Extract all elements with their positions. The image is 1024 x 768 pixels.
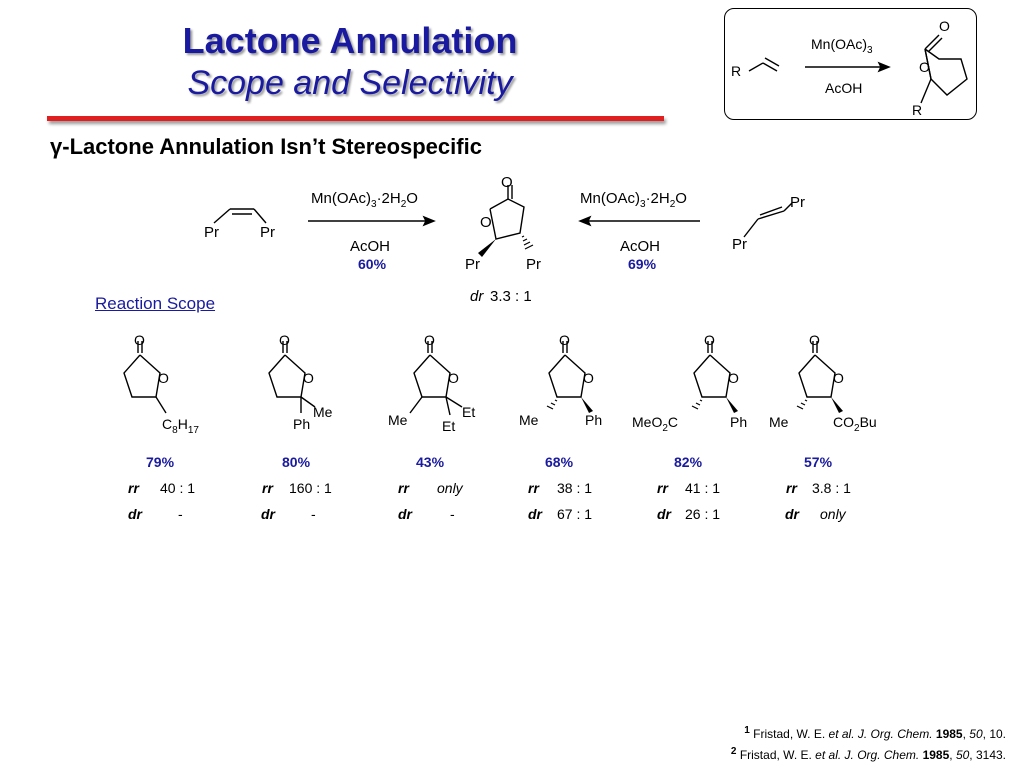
svg-text:O: O: [134, 332, 145, 348]
scheme-r-right: R: [912, 102, 923, 118]
svg-text:Me: Me: [519, 412, 539, 428]
rr-value: 41 : 1: [685, 480, 721, 496]
reaction-scope-link[interactable]: Reaction Scope: [95, 294, 216, 313]
rr-value: 38 : 1: [557, 480, 593, 496]
main-reagent-left: $Mn(OAc)_3\cdot 2H_2O$: [311, 190, 418, 210]
dr-label: dr: [528, 506, 542, 522]
dr-label: dr: [128, 506, 142, 522]
rr-label: rr: [528, 480, 539, 496]
svg-text:Ph: Ph: [293, 416, 311, 432]
svg-text:Me: Me: [313, 404, 333, 420]
svg-text:O: O: [704, 332, 715, 348]
scope-yield: 57%: [804, 454, 833, 470]
title-divider: [47, 116, 664, 121]
pr-label: Pr: [465, 256, 480, 273]
reference-item: $^1$ Fristad, W. E. et al. J. Org. Chem. 1985, 50, 10.: [744, 725, 1006, 741]
scope-yield: 82%: [674, 454, 703, 470]
svg-text:O: O: [279, 332, 290, 348]
wedge-bond: [478, 239, 496, 257]
rr-label: rr: [786, 480, 797, 496]
dr-label: dr: [785, 506, 799, 522]
scheme-r-left: R: [731, 63, 742, 79]
scope-yield: 80%: [282, 454, 311, 470]
svg-text:Ph: Ph: [585, 412, 603, 428]
svg-text:O: O: [303, 370, 314, 386]
dr-value: 3.3 : 1: [490, 288, 532, 305]
scope-structures: [0, 325, 1024, 455]
svg-text:O: O: [158, 370, 169, 386]
section-heading-text: -Lactone Annulation Isn’t Stereospecific: [62, 134, 482, 159]
svg-text:Et: Et: [442, 418, 456, 434]
hash-bond: [522, 236, 533, 249]
rr-label: rr: [128, 480, 139, 496]
references: [731, 722, 1006, 764]
svg-text:CO2Bu: $CO_2Bu$: [833, 414, 877, 434]
page-subtitle: Scope and Selectivity: [187, 64, 513, 102]
rr-value: 160 : 1: [289, 480, 332, 496]
pr-label: Pr: [260, 224, 275, 241]
svg-text:O: O: [583, 370, 594, 386]
dr-value: only: [820, 506, 846, 522]
general-scheme-drawing: [725, 9, 978, 121]
compound-2: [269, 332, 333, 432]
svg-text:O: O: [809, 332, 820, 348]
page-title: Lactone Annulation: [182, 20, 518, 61]
rr-value: 40 : 1: [160, 480, 196, 496]
svg-text:Me: Me: [388, 412, 408, 428]
scheme-solvent: AcOH: [825, 80, 863, 96]
compound-4: [519, 332, 602, 428]
svg-text:O: O: [424, 332, 435, 348]
svg-text:C8H17: $C_8H_{17}$: [162, 416, 199, 436]
reference-item: $^2$ Fristad, W. E. et al. J. Org. Chem. 1985, 50, 3143.: [730, 746, 1006, 762]
scope-yield: 68%: [545, 454, 574, 470]
dr-label: dr: [470, 288, 484, 305]
dr-value: 26 : 1: [685, 506, 721, 522]
svg-text:O: O: [728, 370, 739, 386]
dr-value: -: [178, 506, 183, 522]
main-solvent-left: AcOH: [350, 238, 391, 255]
compound-3: [388, 332, 475, 434]
svg-text:O: O: [833, 370, 844, 386]
right-yield: 69%: [628, 256, 657, 272]
left-yield: 60%: [358, 256, 387, 272]
rr-label: rr: [262, 480, 273, 496]
carbonyl-o: O: [501, 174, 513, 191]
rr-value: only: [437, 480, 463, 496]
rr-value: 3.8 : 1: [812, 480, 851, 496]
main-solvent-right: AcOH: [620, 238, 661, 255]
scope-yield: 79%: [146, 454, 175, 470]
dr-label: dr: [398, 506, 412, 522]
rr-label: rr: [657, 480, 668, 496]
scope-yield: 43%: [416, 454, 445, 470]
pr-label: Pr: [790, 194, 805, 211]
dr-value: -: [450, 506, 455, 522]
scheme-carbonyl-o: O: [939, 18, 950, 34]
scheme-reagent: $Mn(OAc)_3$: [811, 36, 873, 56]
svg-text:MeO2C: MeO$_2$C: [632, 414, 679, 434]
section-heading: [50, 134, 482, 160]
compound-1: [124, 332, 199, 436]
svg-text:Et: Et: [462, 404, 476, 420]
dr-label: dr: [261, 506, 275, 522]
pr-label: Pr: [526, 256, 541, 273]
general-scheme-box: [724, 8, 977, 120]
gamma-symbol: γ: [50, 134, 63, 159]
svg-text:Ph: Ph: [730, 414, 748, 430]
svg-text:Me: Me: [769, 414, 789, 430]
main-reaction-scheme: [0, 165, 1024, 305]
svg-text:O: O: [559, 332, 570, 348]
main-reagent-right: $Mn(OAc)_3\cdot 2H_2O$: [580, 190, 687, 210]
svg-text:O: O: [448, 370, 459, 386]
pr-label: Pr: [732, 236, 747, 253]
rr-label: rr: [398, 480, 409, 496]
ring-o: O: [480, 214, 492, 231]
dr-value: -: [311, 506, 316, 522]
scheme-ring-o: O: [919, 59, 930, 75]
pr-label: Pr: [204, 224, 219, 241]
compound-5: [632, 332, 747, 434]
compound-6: [769, 332, 877, 434]
dr-label: dr: [657, 506, 671, 522]
dr-value: 67 : 1: [557, 506, 593, 522]
